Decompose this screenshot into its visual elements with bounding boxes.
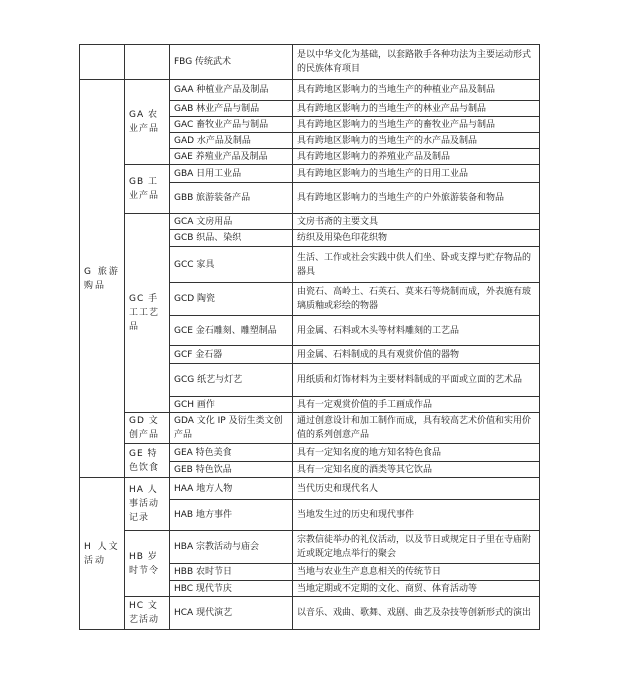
description-cell: 当地与农业生产息息相关的传统节日 [293, 564, 540, 581]
description-cell: 文房书斋的主要文具 [293, 214, 540, 230]
description-cell: 具有跨地区影响力的养殖业产品及制品 [293, 149, 540, 165]
sub-category-cell: GC 手工工艺品 [125, 214, 170, 413]
sub-category-cell: GD 文创产品 [125, 413, 170, 444]
description-cell: 具有跨地区影响力的当地生产的种植业产品及制品 [293, 80, 540, 101]
type-code-cell: GBA 日用工业品 [170, 165, 293, 183]
table-row [80, 214, 540, 230]
type-code-cell: GCB 织品、染织 [170, 230, 293, 247]
type-code-cell: GDA 文化 IP 及衍生类文创产品 [170, 413, 293, 444]
type-code-cell: FBG 传统武术 [170, 45, 293, 80]
type-code-cell: GEA 特色美食 [170, 444, 293, 462]
type-code-cell: GCC 家具 [170, 247, 293, 283]
type-code-cell: GAD 水产品及制品 [170, 133, 293, 149]
description-cell: 当地发生过的历史和现代事件 [293, 500, 540, 531]
sub-category-cell: GA 农业产品 [125, 80, 170, 165]
description-cell: 具有跨地区影响力的当地生产的畜牧业产品与制品 [293, 117, 540, 133]
type-code-cell: HBA 宗教活动与庙会 [170, 531, 293, 564]
type-code-cell: HBB 农时节日 [170, 564, 293, 581]
type-code-cell: HAA 地方人物 [170, 478, 293, 500]
type-code-cell: GEB 特色饮品 [170, 462, 293, 478]
description-cell: 具有跨地区影响力的当地生产的户外旅游装备和物品 [293, 183, 540, 214]
type-code-cell: GCA 文房用品 [170, 214, 293, 230]
description-cell: 用金属、石料或木头等材料雕刻的工艺品 [293, 316, 540, 346]
table-row [80, 444, 540, 462]
type-code-cell: GBB 旅游装备产品 [170, 183, 293, 214]
description-cell: 通过创意设计和加工制作而成，具有较高艺术价值和实用价值的系列创意产品 [293, 413, 540, 444]
type-code-cell: GAC 畜牧业产品与制品 [170, 117, 293, 133]
type-code-cell: GAE 养殖业产品及制品 [170, 149, 293, 165]
type-code-cell: GAA 种植业产品及制品 [170, 80, 293, 101]
type-code-cell: GCD 陶瓷 [170, 283, 293, 316]
table-row [80, 597, 540, 630]
classification-table [79, 44, 540, 630]
type-code-cell: GCE 金石雕刻、雕塑制品 [170, 316, 293, 346]
sub-category-cell: GE 特色饮食 [125, 444, 170, 478]
table-row [80, 531, 540, 564]
type-code-cell: HCA 现代演艺 [170, 597, 293, 630]
major-category-cell: H 人文活动 [80, 478, 125, 630]
major-category-cell [80, 45, 125, 80]
major-category-cell: G 旅游购品 [80, 80, 125, 478]
description-cell: 用纸质和灯饰材料为主要材料制成的平面或立面的艺术品 [293, 364, 540, 397]
table-body [80, 45, 540, 630]
type-code-cell: GCG 纸艺与灯艺 [170, 364, 293, 397]
description-cell: 由瓷石、高岭土、石英石、莫来石等烧制而成，外表施有玻璃质釉或彩绘的物器 [293, 283, 540, 316]
type-code-cell: GCH 画作 [170, 397, 293, 413]
description-cell: 具有一定知名度的酒类等其它饮品 [293, 462, 540, 478]
sub-category-cell: HC 文艺活动 [125, 597, 170, 630]
type-code-cell: HBC 现代节庆 [170, 581, 293, 597]
description-cell: 是以中华文化为基础，以套路散手各种功法为主要运动形式的民族体育项目 [293, 45, 540, 80]
description-cell: 以音乐、戏曲、歌舞、戏剧、曲艺及杂技等创新形式的演出 [293, 597, 540, 630]
description-cell: 用金属、石料制成的具有观赏价值的器物 [293, 346, 540, 364]
sub-category-cell: HA 人事活动记录 [125, 478, 170, 531]
type-code-cell: GCF 金石器 [170, 346, 293, 364]
description-cell: 具有跨地区影响力的当地生产的日用工业品 [293, 165, 540, 183]
table-row [80, 45, 540, 80]
description-cell: 具有跨地区影响力的当地生产的水产品及制品 [293, 133, 540, 149]
description-cell: 生活、工作或社会实践中供人们坐、卧或支撑与贮存物品的器具 [293, 247, 540, 283]
table-row [80, 478, 540, 500]
type-code-cell: HAB 地方事件 [170, 500, 293, 531]
table-row [80, 413, 540, 444]
sub-category-cell: HB 岁时节令 [125, 531, 170, 597]
table-row [80, 80, 540, 101]
description-cell: 具有跨地区影响力的当地生产的林业产品与制品 [293, 101, 540, 117]
table-row [80, 165, 540, 183]
description-cell: 纺织及用染色印花织物 [293, 230, 540, 247]
type-code-cell: GAB 林业产品与制品 [170, 101, 293, 117]
description-cell: 具有一定观赏价值的手工画成作品 [293, 397, 540, 413]
description-cell: 具有一定知名度的地方知名特色食品 [293, 444, 540, 462]
description-cell: 当地定期或不定期的文化、商贸、体育活动等 [293, 581, 540, 597]
sub-category-cell [125, 45, 170, 80]
sub-category-cell: GB 工业产品 [125, 165, 170, 214]
description-cell: 当代历史和现代名人 [293, 478, 540, 500]
description-cell: 宗教信徒举办的礼仪活动，以及节日或规定日子里在寺庙附近或既定地点举行的聚会 [293, 531, 540, 564]
